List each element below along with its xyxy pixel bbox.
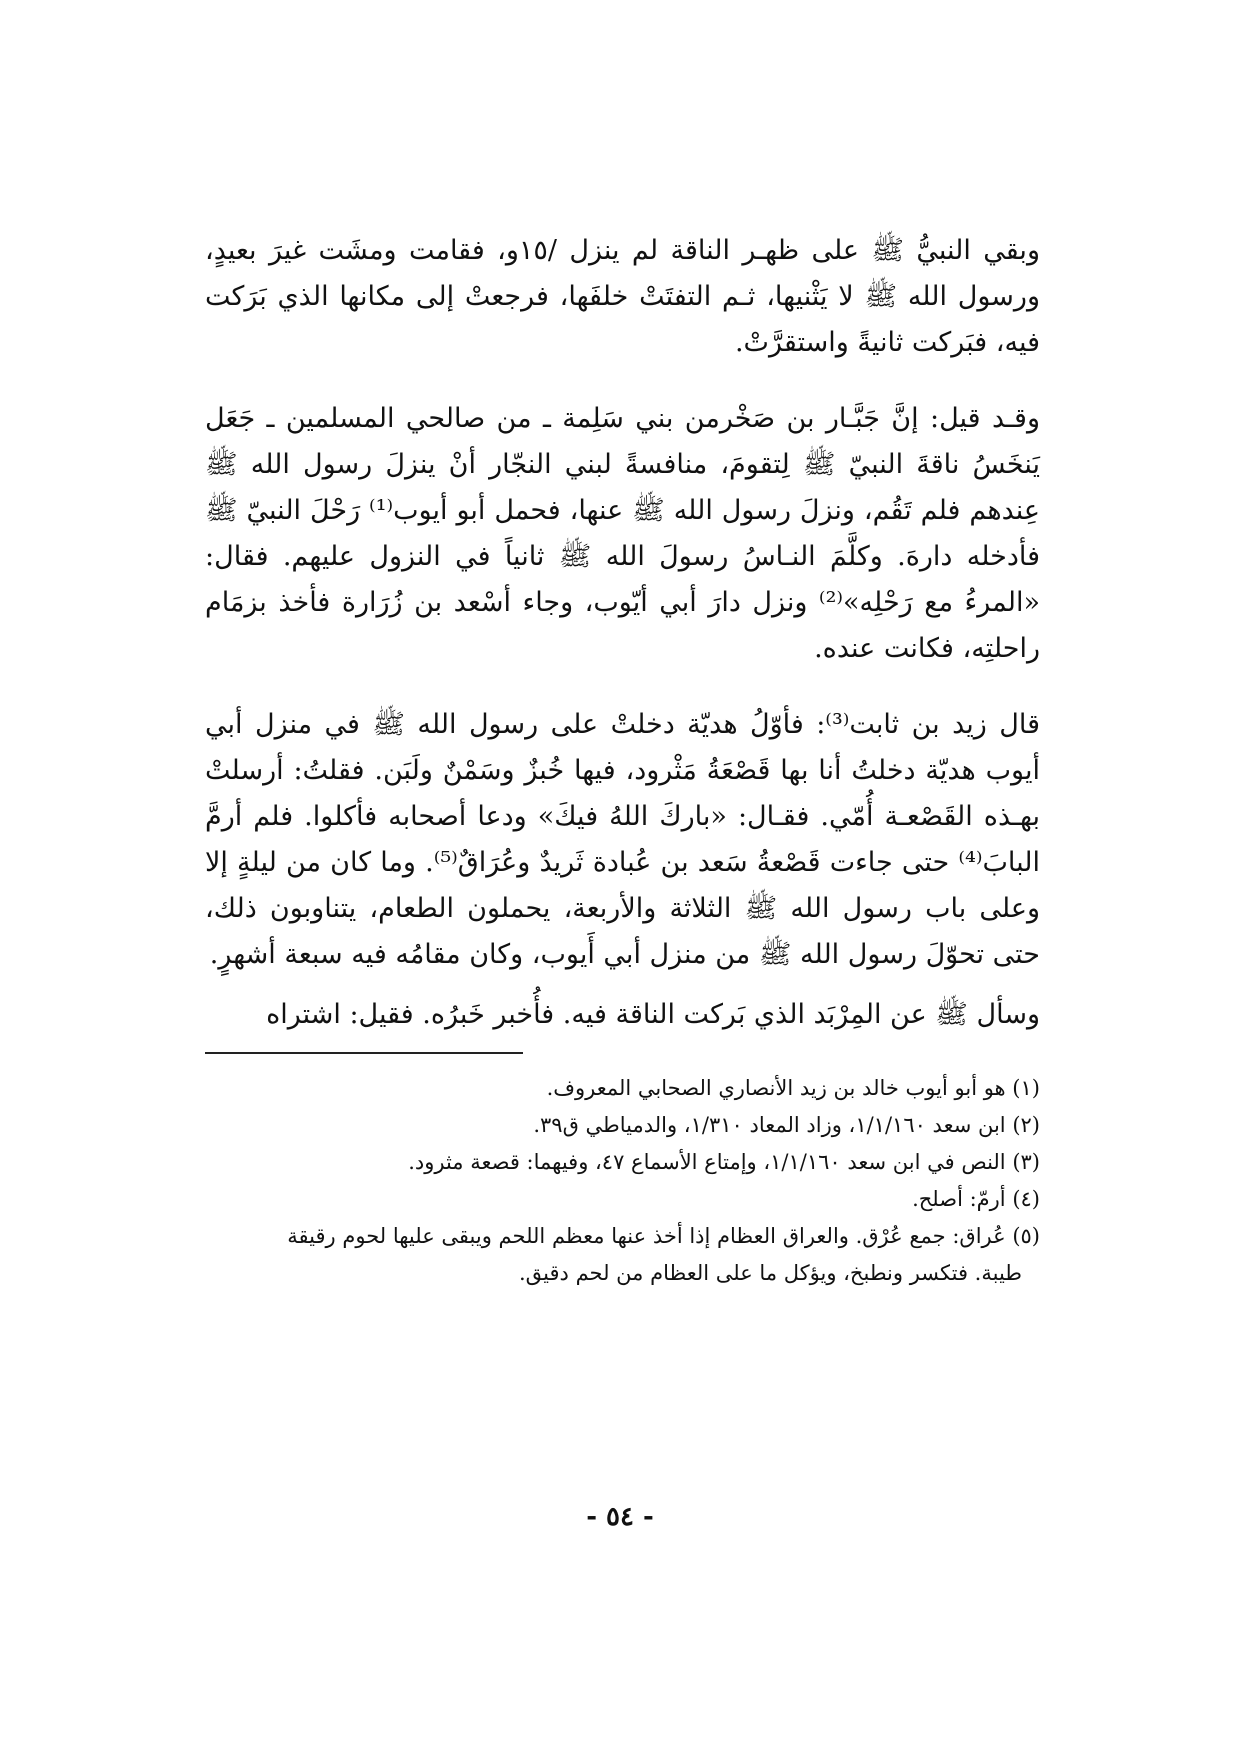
paragraph-2: وقـد قيل: إنَّ جَبَّـار بن صَخْرمن بني سَلِمة ـ من صالحي المسلمين ـ جَعَل يَنخَسُ ناقةَ النبيّ ﷺ لِتقومَ، منافسةً لبني النجّار أنْ ينزلَ رسول الله ﷺ عِندهم فلم تَقُم، ونزلَ رسول الله ﷺ عنها، فحمل أبو أيوب⁽¹⁾ رَحْلَ النبيّ ﷺ فأدخله دارهَ. وكلَّمَ النـاسُ رسولَ الله ﷺ ثانياً في النزول عليهم. فقال: «المرءُ مع رَحْلِه»⁽²⁾ ونزل دارَ أبي أيّوب، وجاء أسْعد بن زُرَارة فأخذ بزمَام راحلتِه، فكانت عنده.: [205, 403, 1040, 664]
paragraph-3: قال زيد بن ثابت⁽³⁾: فأوّلُ هديّة دخلتْ على رسول الله ﷺ في منزل أبي أيوب هديّة دخلتُ أنا بها قَصْعَةُ مَثْرود، فيها خُبزٌ وسَمْنٌ ولَبَن. فقلتُ: أرسلتْ بهـذه القَصْعـة أُمّي. فقـال: «باركَ اللهُ فيكَ» ودعا أصحابه فأكلوا. فلم أرمَّ البابَ⁽⁴⁾ حتى جاءت قَصْعةُ سَعد بن عُبادة ثَريدٌ وعُرَاقٌ⁽⁵⁾. وما كان من ليلةٍ إلا وعلى باب رسول الله ﷺ الثلاثة والأربعة، يحملون الطعام، يتناوبون ذلك، حتى تحوّلَ رسول الله ﷺ من منزل أبي أَيوب، وكان مقامُه فيه سبعة أشهرٍ.: [205, 709, 1040, 970]
footnote-4: (٤) أرمّ: أصلح.: [912, 1187, 1040, 1211]
footnote-3: (٣) النص في ابن سعد ١/١/١٦٠، وإمتاع الأسماع ٤٧، وفيهما: قصعة مثرود.: [408, 1150, 1040, 1174]
page-content: [205, 228, 1040, 1292]
footnote-5-continued: طيبة. فتكسر ونطبخ، ويؤكل ما على العظام من لحم دقيق.: [518, 1261, 1022, 1285]
footnote-1: (١) هو أبو أيوب خالد بن زيد الأنصاري الصحابي المعروف.: [546, 1076, 1040, 1100]
paragraph-1: وبقي النبيُّ ﷺ على ظهـر الناقة لم ينزل /١٥و، فقامت ومشَت غيرَ بعيدٍ، ورسول الله ﷺ لا يَثْنيها، ثـم التفتَتْ خلفَها، فرجعتْ إلى مكانها الذي بَرَكت فيه، فبَركت ثانيةً واستقرَّتْ.: [205, 235, 1040, 358]
paragraph-4: وسأل ﷺ عن المِرْبَد الذي بَركت الناقة فيه. فأُخبر خَبرُه. فقيل: اشتراه: [266, 999, 1040, 1030]
footnotes: [205, 1070, 1040, 1292]
page-number: - ٥٤ -: [586, 1502, 654, 1532]
footnote-2: (٢) ابن سعد ١/١/١٦٠، وزاد المعاد ١/٣١٠، والدمياطي ق٣٩.: [533, 1113, 1040, 1137]
footnote-separator: [205, 1052, 523, 1054]
footnote-5: (٥) عُراق: جمع عُرْق. والعراق العظام إذا أخذ عنها معظم اللحم ويبقى عليها لحوم رقيقة: [287, 1224, 1040, 1248]
